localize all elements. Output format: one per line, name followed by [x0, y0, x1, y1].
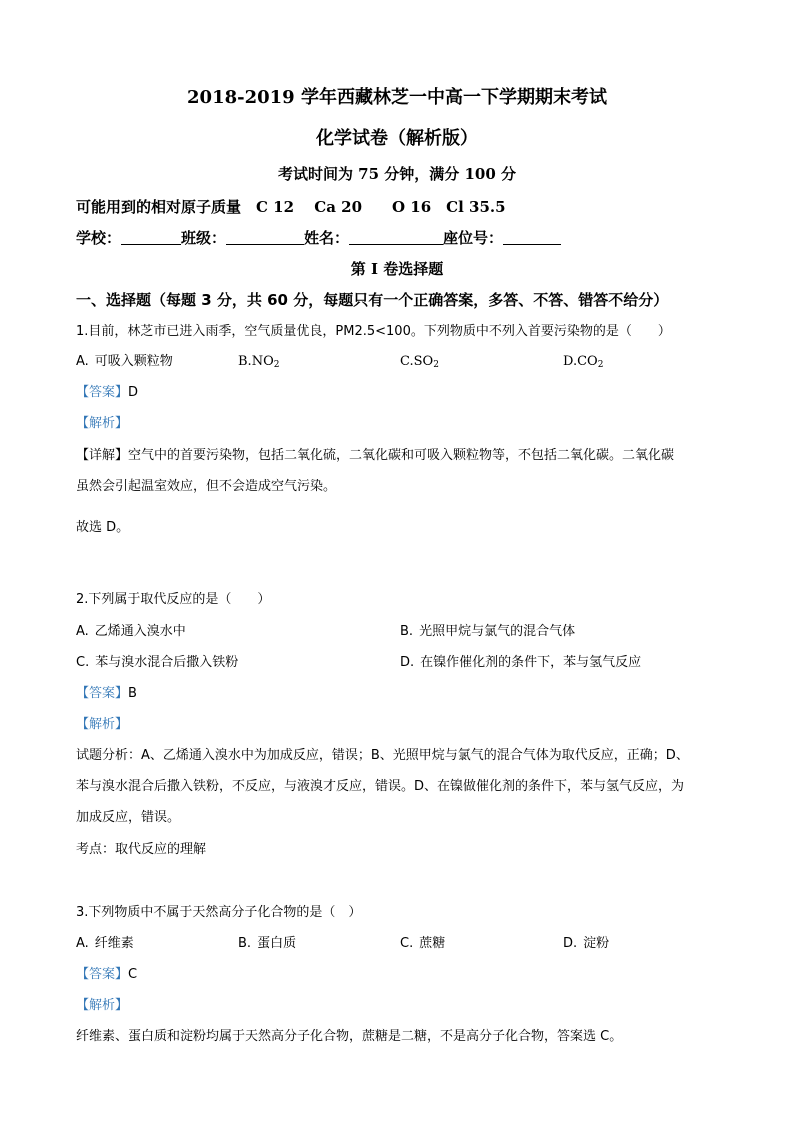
- question-2-stem: 2.下列属于取代反应的是（ ）: [76, 592, 271, 607]
- q2-option-a-text: 乙烯通入溴水中: [94, 624, 186, 639]
- q1-option-d: [563, 352, 603, 375]
- q1-detail-line-2: 虽然会引起温室效应，但不会造成空气污染。: [76, 479, 337, 494]
- q1-answer-value: D: [128, 385, 139, 400]
- q3-option-a: [76, 934, 134, 954]
- class-label: 班级：: [181, 229, 227, 247]
- question-1-stem: 1.目前，林芝市已进入雨季，空气质量优良，PM2.5<100。下列物质中不列入首要污染物的是（ ）: [76, 324, 671, 339]
- name-blank[interactable]: [349, 230, 443, 245]
- q1-option-b-subscript: 2: [273, 360, 280, 370]
- q3-analysis-label: 【解析】: [76, 998, 129, 1013]
- seat-blank[interactable]: [503, 230, 561, 245]
- name-label: 姓名：: [304, 229, 350, 247]
- question-3-stem: 3.下列物质中不属于天然高分子化合物的是（ ）: [76, 905, 362, 920]
- q1-option-b: [238, 352, 279, 375]
- q2-option-b: [400, 622, 575, 642]
- q2-option-a-label: A.: [76, 624, 89, 639]
- q1-option-a: [76, 352, 173, 372]
- q1-analysis-label: 【解析】: [76, 416, 129, 431]
- q2-option-d-label: D.: [400, 655, 415, 670]
- q1-option-b-label: B.: [238, 354, 252, 369]
- q2-analysis-line-1: 试题分析：A、乙烯通入溴水中为加成反应，错误；B、光照甲烷与氯气的混合气体为取代反应，正确；D、: [76, 748, 689, 763]
- q1-conclusion: 故选 D。: [76, 520, 130, 535]
- q3-option-d-label: D.: [563, 936, 578, 951]
- q2-option-a: [76, 622, 186, 642]
- q2-answer-label: 【答案】: [76, 686, 129, 701]
- q2-option-b-text: 光照甲烷与氯气的混合气体: [419, 624, 576, 639]
- q3-option-b: [238, 934, 296, 954]
- atomic-mass-line: 可能用到的相对原子质量 C 12 Ca 20 O 16 Cl 35.5: [76, 198, 506, 216]
- q3-analysis-line-1: 纤维素、蛋白质和淀粉均属于天然高分子化合物，蔗糖是二糖，不是高分子化合物，答案选 C。: [76, 1029, 623, 1044]
- document-title: 2018-2019 学年西藏林芝一中高一下学期期末考试: [187, 87, 607, 108]
- q2-analysis-line-3: 加成反应，错误。: [76, 810, 181, 825]
- q1-answer-label: 【答案】: [76, 385, 129, 400]
- q1-option-c-text: SO: [413, 354, 434, 369]
- seat-label: 座位号：: [443, 229, 504, 247]
- q1-detail-label: 【详解】: [76, 448, 129, 463]
- section-heading: 第 I 卷选择题: [350, 260, 444, 278]
- q2-option-c-text: 苯与溴水混合后撒入铁粉: [95, 655, 239, 670]
- class-blank[interactable]: [226, 230, 304, 245]
- q2-point: 考点：取代反应的理解: [76, 842, 207, 857]
- q2-option-d: [400, 653, 641, 673]
- q1-option-c-label: C.: [400, 354, 414, 369]
- q2-answer: [76, 684, 137, 704]
- q2-analysis-label: 【解析】: [76, 717, 129, 732]
- q1-option-a-text: 可吸入颗粒物: [94, 354, 173, 369]
- q2-answer-value: B: [128, 686, 137, 701]
- document-subtitle: 化学试卷（解析版）: [316, 128, 478, 149]
- q3-option-d-text: 淀粉: [583, 936, 610, 951]
- q1-option-d-label: D.: [563, 354, 578, 369]
- q3-option-c-text: 蔗糖: [419, 936, 446, 951]
- q3-option-b-text: 蛋白质: [257, 936, 297, 951]
- q1-option-c: [400, 352, 439, 375]
- q3-option-d: [563, 934, 609, 954]
- q2-option-c: [76, 653, 238, 673]
- q3-option-a-text: 纤维素: [94, 936, 134, 951]
- q1-detail-text-1: 空气中的首要污染物，包括二氧化硫，二氧化碳和可吸入颗粒物等，不包括二氧化碳。二氧化碳: [128, 448, 675, 463]
- q1-option-a-label: A.: [76, 354, 89, 369]
- q3-option-a-label: A.: [76, 936, 89, 951]
- school-label: 学校：: [76, 229, 122, 247]
- part-title: 一、选择题（每题 3 分，共 60 分，每题只有一个正确答案，多答、不答、错答不给分）: [76, 291, 669, 309]
- q1-detail-line-1: [76, 446, 674, 466]
- q3-answer: [76, 965, 137, 985]
- q3-option-b-label: B.: [238, 936, 252, 951]
- q3-option-c: [400, 934, 445, 954]
- q3-option-c-label: C.: [400, 936, 414, 951]
- q3-answer-value: C: [128, 967, 138, 982]
- q2-option-d-text: 在镍作催化剂的条件下，苯与氢气反应: [420, 655, 642, 670]
- q1-option-c-subscript: 2: [433, 360, 439, 370]
- q2-option-b-label: B.: [400, 624, 414, 639]
- school-blank[interactable]: [121, 230, 181, 245]
- exam-info: 考试时间为 75 分钟，满分 100 分: [277, 165, 517, 183]
- q1-option-d-subscript: 2: [597, 360, 604, 370]
- q2-option-c-label: C.: [76, 655, 90, 670]
- student-info-form: [76, 228, 561, 248]
- q1-answer: [76, 383, 138, 403]
- q2-analysis-line-2: 苯与溴水混合后撒入铁粉，不反应，与液溴才反应，错误。D、在镍做催化剂的条件下，苯与氢气反应，为: [76, 779, 685, 794]
- q1-option-d-text: CO: [577, 354, 598, 369]
- q3-answer-label: 【答案】: [76, 967, 129, 982]
- q1-option-b-text: NO: [251, 354, 274, 369]
